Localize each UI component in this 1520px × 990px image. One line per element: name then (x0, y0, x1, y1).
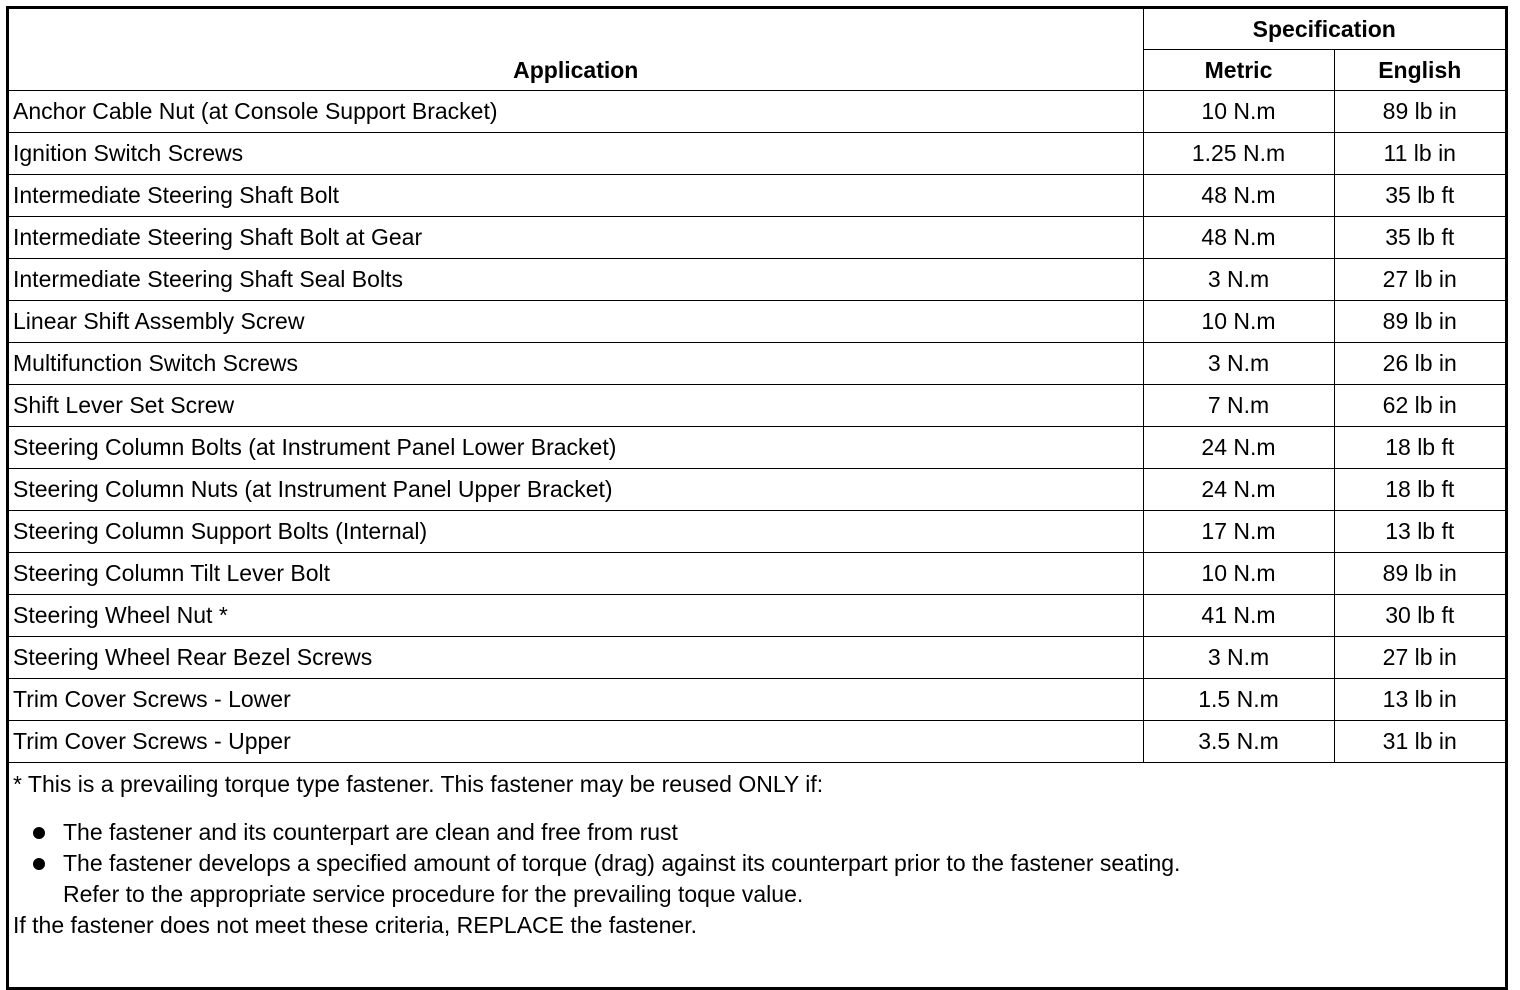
footnote-section (9, 763, 1505, 940)
application-cell: Multifunction Switch Screws (9, 343, 1143, 385)
metric-cell: 10 N.m (1143, 91, 1334, 133)
application-cell: Steering Column Tilt Lever Bolt (9, 553, 1143, 595)
table-row (9, 91, 1505, 133)
english-cell: 89 lb in (1334, 301, 1505, 343)
table-row (9, 133, 1505, 175)
condition-text-continued: Refer to the appropriate service procedure for the prevailing toque value. (63, 881, 804, 907)
table-body (9, 91, 1505, 763)
metric-cell: 41 N.m (1143, 595, 1334, 637)
bullet-icon (33, 827, 45, 839)
application-cell: Linear Shift Assembly Screw (9, 301, 1143, 343)
english-cell: 89 lb in (1334, 553, 1505, 595)
metric-header: Metric (1143, 50, 1334, 91)
metric-cell: 3.5 N.m (1143, 721, 1334, 763)
table-row (9, 595, 1505, 637)
english-cell: 18 lb ft (1334, 469, 1505, 511)
english-cell: 89 lb in (1334, 91, 1505, 133)
table-row (9, 343, 1505, 385)
application-cell: Intermediate Steering Shaft Bolt (9, 175, 1143, 217)
application-cell: Steering Wheel Rear Bezel Screws (9, 637, 1143, 679)
list-item (13, 848, 1505, 910)
table-row (9, 301, 1505, 343)
application-cell: Steering Wheel Nut * (9, 595, 1143, 637)
table-row (9, 217, 1505, 259)
application-header: Application (9, 9, 1143, 91)
metric-cell: 3 N.m (1143, 259, 1334, 301)
english-cell: 26 lb in (1334, 343, 1505, 385)
metric-cell: 17 N.m (1143, 511, 1334, 553)
application-cell: Steering Column Support Bolts (Internal) (9, 511, 1143, 553)
footnote-intro: * This is a prevailing torque type fastener. This fastener may be reused ONLY if: (13, 771, 824, 797)
metric-cell: 48 N.m (1143, 175, 1334, 217)
table-row (9, 469, 1505, 511)
metric-cell: 10 N.m (1143, 553, 1334, 595)
english-cell: 11 lb in (1334, 133, 1505, 175)
metric-cell: 10 N.m (1143, 301, 1334, 343)
application-cell: Shift Lever Set Screw (9, 385, 1143, 427)
torque-spec-document (6, 6, 1508, 990)
english-cell: 18 lb ft (1334, 427, 1505, 469)
table-row (9, 511, 1505, 553)
english-cell: 31 lb in (1334, 721, 1505, 763)
metric-cell: 24 N.m (1143, 427, 1334, 469)
application-cell: Trim Cover Screws - Upper (9, 721, 1143, 763)
metric-cell: 1.25 N.m (1143, 133, 1334, 175)
replace-instruction: If the fastener does not meet these criteria, REPLACE the fastener. (13, 912, 697, 938)
list-item (13, 817, 1505, 848)
condition-text: The fastener and its counterpart are clean and free from rust (63, 819, 678, 845)
table-row (9, 679, 1505, 721)
english-cell: 62 lb in (1334, 385, 1505, 427)
table-row (9, 721, 1505, 763)
table-row (9, 385, 1505, 427)
bullet-icon (33, 858, 45, 870)
metric-cell: 48 N.m (1143, 217, 1334, 259)
application-cell: Ignition Switch Screws (9, 133, 1143, 175)
torque-spec-table (9, 9, 1505, 763)
english-cell: 13 lb in (1334, 679, 1505, 721)
specification-header: Specification (1143, 9, 1505, 50)
metric-cell: 3 N.m (1143, 637, 1334, 679)
condition-list (13, 817, 1505, 910)
english-cell: 27 lb in (1334, 637, 1505, 679)
english-cell: 13 lb ft (1334, 511, 1505, 553)
metric-cell: 24 N.m (1143, 469, 1334, 511)
application-cell: Trim Cover Screws - Lower (9, 679, 1143, 721)
english-cell: 30 lb ft (1334, 595, 1505, 637)
metric-cell: 1.5 N.m (1143, 679, 1334, 721)
english-cell: 27 lb in (1334, 259, 1505, 301)
english-cell: 35 lb ft (1334, 175, 1505, 217)
application-cell: Intermediate Steering Shaft Bolt at Gear (9, 217, 1143, 259)
application-cell: Steering Column Bolts (at Instrument Panel Lower Bracket) (9, 427, 1143, 469)
table-row (9, 427, 1505, 469)
application-cell: Steering Column Nuts (at Instrument Panel Upper Bracket) (9, 469, 1143, 511)
table-row (9, 553, 1505, 595)
application-cell: Anchor Cable Nut (at Console Support Bracket) (9, 91, 1143, 133)
table-row (9, 175, 1505, 217)
condition-text: The fastener develops a specified amount of torque (drag) against its counterpart prior to the fastener seating. (63, 850, 1181, 876)
table-row (9, 637, 1505, 679)
metric-cell: 3 N.m (1143, 343, 1334, 385)
application-cell: Intermediate Steering Shaft Seal Bolts (9, 259, 1143, 301)
english-cell: 35 lb ft (1334, 217, 1505, 259)
english-header: English (1334, 50, 1505, 91)
table-row (9, 259, 1505, 301)
metric-cell: 7 N.m (1143, 385, 1334, 427)
header-row-top (9, 9, 1505, 50)
